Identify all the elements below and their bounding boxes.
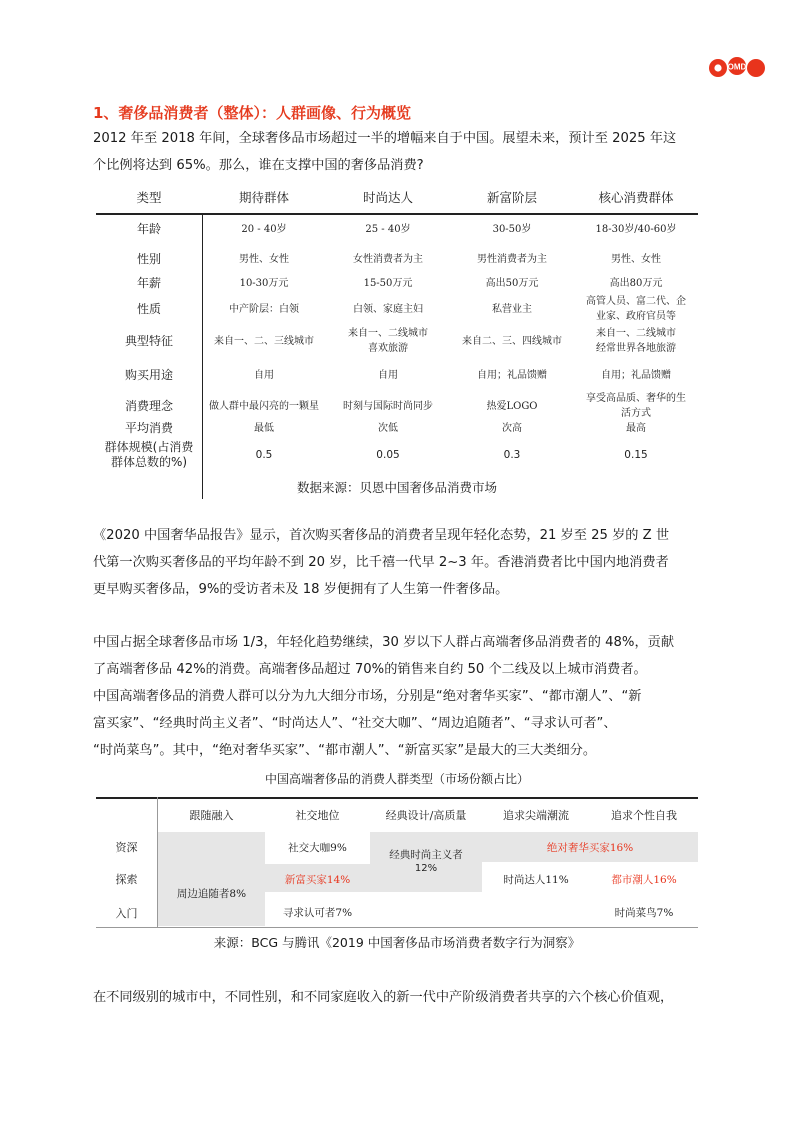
row-label-line: 平均消费 [124, 420, 173, 435]
table-cell [450, 421, 574, 436]
cell-line: 私营业主 [492, 303, 532, 315]
omd-logo [708, 54, 766, 82]
table-cell [202, 368, 326, 383]
header-core: 核心消费群体 [598, 190, 674, 205]
cell-line: 自用 [254, 369, 274, 381]
table-cell [574, 368, 698, 383]
table-cell [202, 252, 326, 267]
table2-title: 中国高端奢侈品的消费人群类型（市场份额占比） [264, 772, 529, 786]
table-row [96, 364, 698, 386]
cell-line: 来自二、三、四线城市 [462, 335, 562, 347]
table1-source: 数据来源：贝恩中国奢侈品消费市场 [296, 480, 497, 495]
table-row [96, 296, 698, 322]
row-label-line: 群体总数的%) [110, 455, 188, 469]
table-cell [450, 399, 574, 414]
cell-line: 男性、女性 [611, 253, 661, 265]
cell-line: 0.5 [255, 448, 273, 461]
table-row [96, 393, 698, 419]
row-label [96, 399, 202, 414]
row-label [96, 334, 202, 349]
row-label-line: 年薪 [136, 275, 161, 290]
table-cell [326, 368, 450, 383]
header-newrich: 新富阶层 [486, 190, 537, 205]
col-social: 社交地位 [295, 809, 340, 822]
cell-line: 女性消费者为主 [353, 253, 423, 265]
row-label-line: 性质 [136, 301, 161, 316]
follower-block [158, 832, 265, 926]
table-cell [326, 421, 450, 436]
col-classic: 经典设计/高质量 [385, 809, 467, 822]
cell-line: 来自一、二线城市 [596, 328, 676, 339]
cell-line: 时刻与国际时尚同步 [343, 400, 433, 412]
table-cell [574, 222, 698, 237]
table-cell [450, 276, 574, 291]
table-cell [450, 334, 574, 349]
row-label [96, 302, 202, 317]
row-label-line: 群体规模(占消费 [104, 440, 194, 454]
table-cell [326, 302, 450, 317]
cell-line: 来自一、二线城市 [348, 328, 428, 339]
header-type: 类型 [136, 190, 162, 205]
cell-line: 自用 [378, 369, 398, 381]
table-row [96, 439, 698, 471]
table-row [96, 249, 698, 269]
cell-line: 次高 [502, 422, 522, 434]
svg-text:OMD: OMD [727, 62, 747, 72]
cell-line: 业家、政府官员等 [596, 311, 676, 322]
cell-line: 0.05 [376, 448, 400, 461]
segment-recognition: 寻求认可者7% [282, 907, 353, 919]
segment-newrich: 新富买家14% [284, 874, 351, 886]
row-label [96, 440, 202, 470]
table-cell [574, 276, 698, 291]
cell-line: 男性、女性 [239, 253, 289, 265]
matrix-top-rule [96, 797, 698, 799]
row-label-line: 消费理念 [124, 398, 173, 413]
table-cell [202, 276, 326, 291]
segment-classic-pct: 12% [414, 863, 438, 874]
cell-line: 25 - 40岁 [365, 223, 411, 235]
table-cell [202, 334, 326, 349]
cell-line: 喜欢旅游 [368, 343, 408, 354]
table-cell [450, 302, 574, 317]
row-label [96, 368, 202, 383]
report-paragraph: 《2020 中国奢华品报告》显示，首次购买奢侈品的消费者呈现年轻化态势，21 岁至 25 岁的 Z 世 代第一次购买奢侈品的平均年龄不到 20 岁，比千禧一代早 2~3 年。香港消费者比中国内地消费者 更早购买奢侈品，9%的受访者未及 18 岁便拥有了人生第一件奢侈品。 [93, 528, 670, 597]
cell-line: 高管人员、富二代、企 [586, 296, 686, 307]
header-expectant: 期待群体 [238, 190, 289, 205]
table-header-row [96, 185, 698, 215]
segment-urban: 都市潮人16% [611, 874, 677, 886]
row-label-line: 性别 [136, 251, 161, 266]
cell-line: 自用；礼品馈赠 [601, 369, 671, 381]
values-paragraph: 在不同级别的城市中，不同性别，和不同家庭收入的新一代中产阶级消费者共享的六个核心价值观， [93, 990, 674, 1005]
cell-line: 热爱LOGO [486, 400, 538, 412]
segment-social: 社交大咖9% [288, 842, 347, 854]
table-row [96, 219, 698, 239]
segment-classic-name: 经典时尚主义者 [389, 849, 463, 861]
classic-block [370, 832, 482, 892]
row-label [96, 421, 202, 436]
table-cell [326, 326, 450, 356]
table-cell [326, 252, 450, 267]
cell-line: 活方式 [621, 408, 651, 419]
cell-line: 男性消费者为主 [477, 253, 547, 265]
segment-absolute: 绝对奢华买家16% [546, 842, 634, 854]
table-cell [574, 294, 698, 324]
table-cell [574, 391, 698, 421]
table-cell [574, 252, 698, 267]
cell-line: 0.15 [624, 448, 648, 461]
header-fashionista: 时尚达人 [362, 190, 413, 205]
segment-matrix [96, 797, 698, 928]
table-cell [574, 421, 698, 436]
table-cell [574, 448, 698, 463]
cell-line: 18-30岁/40-60岁 [595, 223, 677, 235]
table-row [96, 419, 698, 437]
cell-line: 做人群中最闪亮的一颗星 [209, 400, 319, 412]
table-cell [326, 399, 450, 414]
cell-line: 0.3 [503, 448, 521, 461]
table-cell [202, 448, 326, 463]
row-entry: 入门 [115, 907, 138, 920]
row-explore: 探索 [115, 873, 138, 886]
market-paragraph: 中国占据全球奢侈品市场 1/3，年轻化趋势继续，30 岁以下人群占高端奢侈品消费者的 48%，贡献 了高端奢侈品 42%的消费。高端奢侈品超过 70%的销售来自约 50 个二线及以上城市消费者。 中国高端奢侈品的消费人群可以分为九大细分市场，分别是“绝对奢华买家”、“都市潮人”、“新 富买家”、“经典时尚主义者”、“时尚达人”、“社交大咖”、“周边追随者”、“寻求认可者”、 “时尚菜鸟”。其中，“绝对奢华买家”、“都市潮人”、“新富买家”是最大的三大类细分。 [93, 635, 675, 758]
table-cell [326, 276, 450, 291]
table-cell [202, 222, 326, 237]
cell-line: 20 - 40岁 [241, 223, 287, 235]
table-cell [450, 448, 574, 463]
table-cell [450, 222, 574, 237]
col-follow: 跟随融入 [189, 809, 234, 822]
cell-line: 经常世界各地旅游 [596, 343, 676, 354]
row-senior: 资深 [115, 841, 138, 854]
cell-line: 10-30万元 [239, 277, 289, 289]
row-label [96, 222, 202, 237]
table-cell [574, 326, 698, 356]
table-cell [202, 399, 326, 414]
table-cell [202, 421, 326, 436]
cell-line: 白领、家庭主妇 [353, 303, 423, 315]
row-label [96, 252, 202, 267]
col-trend: 追求尖端潮流 [503, 809, 569, 822]
cell-line: 次低 [378, 422, 398, 434]
cell-line: 自用；礼品馈赠 [477, 369, 547, 381]
section-heading: 1、奢侈品消费者（整体）：人群画像、行为概览 [93, 104, 411, 122]
col-self: 追求个性自我 [611, 809, 677, 822]
table-cell [450, 368, 574, 383]
segment-rookie: 时尚菜鸟7% [614, 907, 674, 919]
table2-source: 来源：BCG 与腾讯《2019 中国奢侈品市场消费者数字行为洞察》 [213, 935, 581, 950]
table-row [96, 325, 698, 357]
cell-line: 来自一、二、三线城市 [214, 335, 314, 347]
cell-line: 最低 [254, 422, 274, 434]
segment-fashionista: 时尚达人11% [503, 874, 569, 886]
cell-line: 中产阶层：白领 [229, 303, 299, 315]
cell-line: 15-50万元 [363, 277, 413, 289]
matrix-bottom-rule [96, 927, 698, 928]
cell-line: 30-50岁 [492, 223, 532, 235]
cell-line: 最高 [626, 422, 646, 434]
cell-line: 高出50万元 [485, 277, 539, 289]
cell-line: 高出80万元 [609, 277, 663, 289]
row-label-line: 典型特征 [124, 333, 173, 348]
segment-follower: 周边追随者8% [176, 888, 247, 900]
row-label-line: 年龄 [136, 221, 161, 236]
table-row [96, 274, 698, 292]
row-label [96, 276, 202, 291]
cell-line: 享受高品质、奢华的生 [586, 393, 686, 404]
table-cell [326, 222, 450, 237]
table-cell [326, 448, 450, 463]
table-cell [450, 252, 574, 267]
table-cell [202, 302, 326, 317]
row-label-line: 购买用途 [124, 367, 173, 382]
intro-paragraph: 2012 年至 2018 年间，全球奢侈品市场超过一半的增幅来自于中国。展望未来，预计至 2025 年这 个比例将达到 65%。那么，谁在支撑中国的奢侈品消费? [93, 131, 677, 173]
